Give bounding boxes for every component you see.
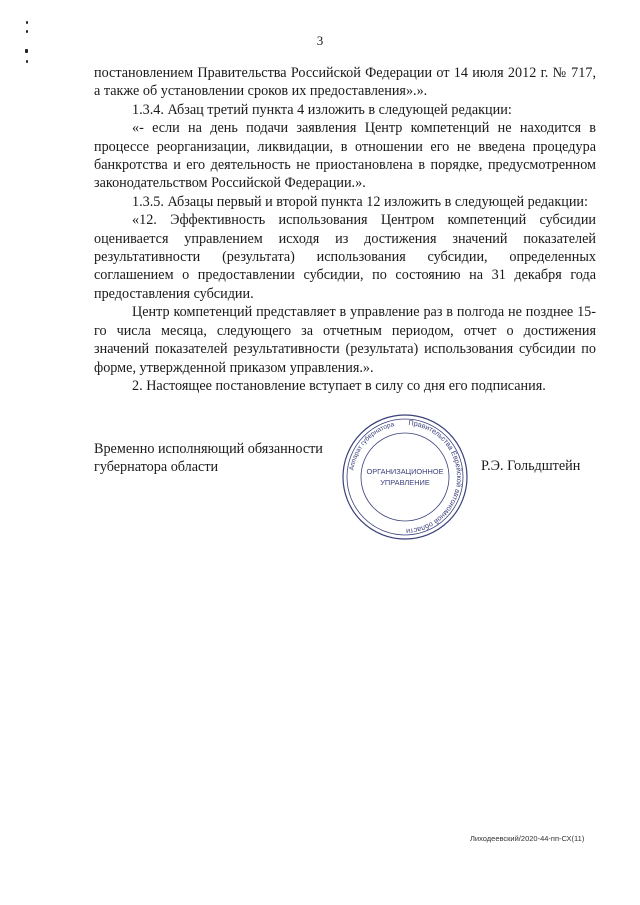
document-code: Лиходеевский/2020-44-пп-СХ(11) <box>470 834 585 843</box>
scan-mark <box>26 21 28 24</box>
seal-ring-text: Правительства Еврейской автономной области <box>405 418 465 537</box>
scan-mark <box>26 60 28 63</box>
scan-mark <box>25 49 28 53</box>
document-body <box>94 64 596 395</box>
paragraph: 1.3.4. Абзац третий пункта 4 изложить в следующей редакции: <box>132 101 512 118</box>
signatory-title-line: губернатора области <box>94 459 219 476</box>
signatory-title-line: Временно исполняющий обязанности <box>94 441 323 457</box>
official-seal <box>340 412 470 542</box>
page-number: 3 <box>316 33 324 48</box>
paragraph: Центр компетенций представляет в управление раз в полгода не позднее 15-го числа месяца, следующего за отчетным периодом, отчет о достижения значений показателей результативности (результата) использования субсидии по форме, утвержденной приказом управления.». <box>94 304 596 376</box>
paragraph: 2. Настоящее постановление вступает в силу со дня его подписания. <box>132 377 546 394</box>
paragraph: 1.3.5. Абзацы первый и второй пункта 12 изложить в следующей редакции: <box>132 193 588 210</box>
seal-center-line: УПРАВЛЕНИЕ <box>380 478 430 487</box>
signatory-title <box>94 440 323 477</box>
paragraph: «12. Эффективность использования Центром компетенций субсидии оценивается управлением исходя из достижения значений показателей результативности (результата) использования субсидии, определенных соглашением о предоставлении субсидии, по состоянию на 31 декабря года предоставления субсидии. <box>94 212 596 302</box>
seal-ring-text-left: Аппарат губернатора <box>348 421 395 471</box>
paragraph: постановлением Правительства Российской Федерации от 14 июля 2012 г. № 717, а также об установлении сроков их предоставления».». <box>94 65 596 100</box>
signatory-name: Р.Э. Гольдштейн <box>481 458 581 474</box>
seal-center-line: ОРГАНИЗАЦИОННОЕ <box>366 467 444 476</box>
paragraph: «- если на день подачи заявления Центр компетенций не находится в процессе реорганизации, ликвидации, в отношении его не введена процедура банкротства и его деятельность не приостановлена в порядке, предусмотренном законодательством Российской Федерации.». <box>94 120 596 192</box>
